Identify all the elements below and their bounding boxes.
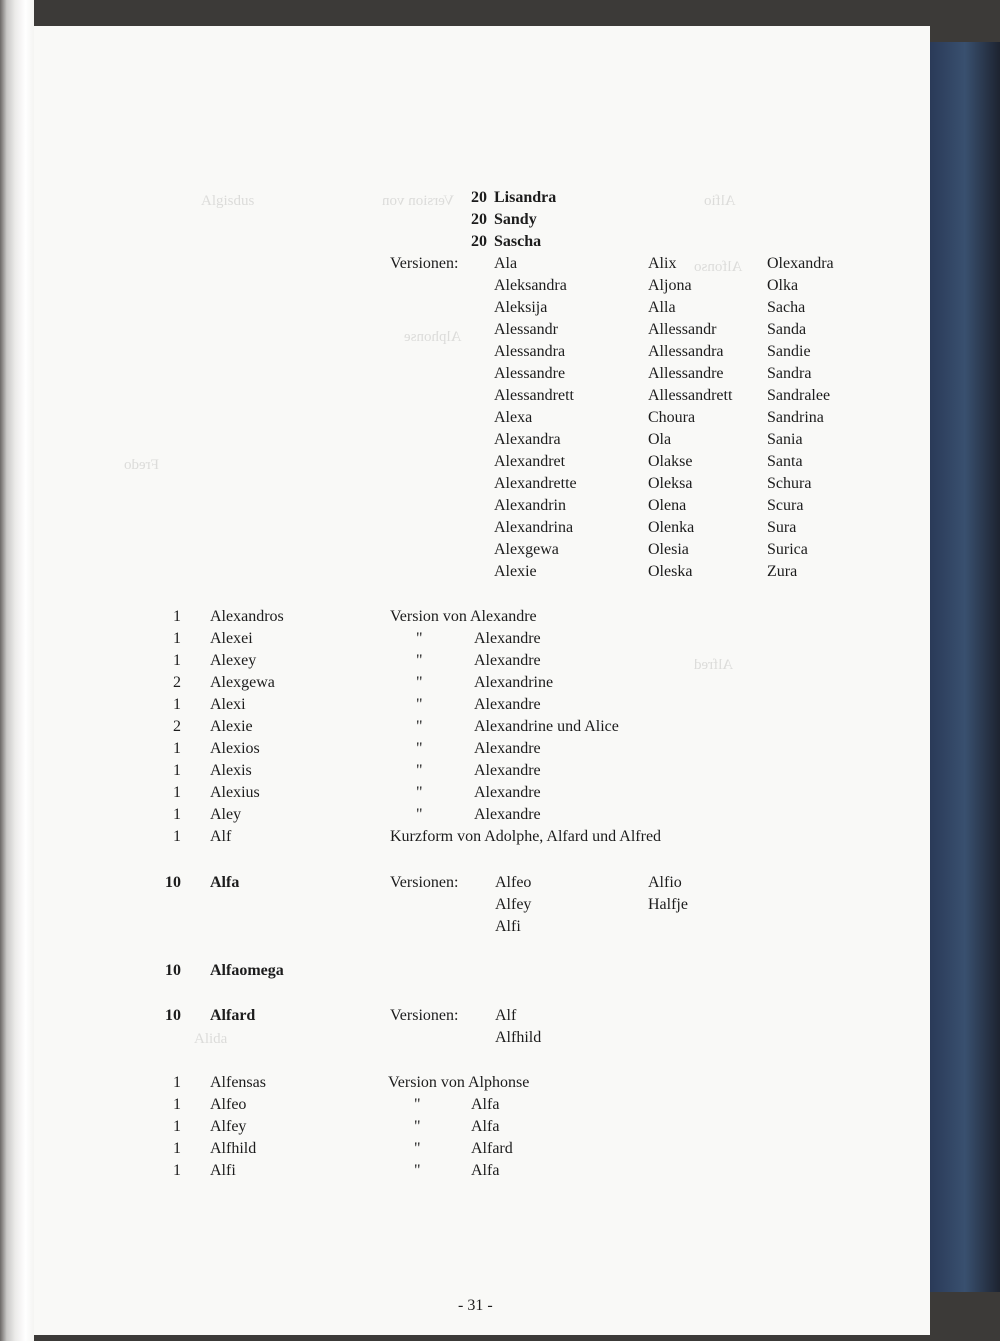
version-name: Sania	[767, 431, 803, 448]
entry-number: 1	[173, 1162, 181, 1179]
versionen-label: Versionen:	[390, 874, 459, 891]
entry-number: 10	[165, 874, 181, 891]
entry-number: 1	[173, 828, 181, 845]
entry-number: 1	[173, 1118, 181, 1135]
entry-number: 10	[165, 962, 181, 979]
version-name: Allessandrett	[648, 387, 733, 404]
entry-name: Alexis	[210, 762, 252, 779]
version-name: Sandra	[767, 365, 812, 382]
version-name: Alfi	[495, 918, 521, 935]
version-name: Alexandrin	[494, 497, 566, 514]
version-name: Alessandr	[494, 321, 558, 338]
book-page	[34, 26, 930, 1335]
version-name: Surica	[767, 541, 808, 558]
entry-number: 1	[173, 784, 181, 801]
entry-number: 1	[173, 1140, 181, 1157]
ditto-mark: "	[414, 1096, 421, 1113]
entry-number: 20	[471, 233, 487, 250]
version-name: Aljona	[648, 277, 692, 294]
entry-number: 1	[173, 608, 181, 625]
bleed-through-text: Algisdus	[201, 193, 255, 209]
bleed-through-text: Alphonse	[404, 329, 462, 345]
version-name: Alexandret	[494, 453, 566, 470]
entry-reference: Alexandre	[474, 652, 541, 669]
version-name: Sura	[767, 519, 797, 536]
version-name: Alessandre	[494, 365, 566, 382]
version-name: Choura	[648, 409, 696, 426]
version-name: Alfio	[648, 874, 682, 891]
ditto-mark: "	[416, 806, 423, 823]
entry-number: 1	[173, 806, 181, 823]
entry-reference: Alexandrine und Alice	[474, 718, 619, 735]
entry-name: Alfi	[210, 1162, 236, 1179]
version-name: Allessandr	[648, 321, 717, 338]
entry-name: Lisandra	[494, 189, 557, 206]
entry-number: 1	[173, 1074, 181, 1091]
version-name: Olena	[648, 497, 687, 514]
entry-name: Alexios	[210, 740, 260, 757]
entry-reference: Alfa	[471, 1162, 500, 1179]
entry-reference: Alexandre	[474, 806, 541, 823]
entry-reference: Alexandre	[474, 740, 541, 757]
versionen-label: Versionen:	[390, 1007, 459, 1024]
version-name: Halfje	[648, 896, 688, 913]
entry-reference: Alexandre	[474, 630, 541, 647]
version-name: Alessandrett	[494, 387, 574, 404]
bleed-through-text: Alida	[194, 1031, 228, 1047]
entry-reference: Alfard	[471, 1140, 513, 1157]
version-name: Alexgewa	[494, 541, 559, 558]
version-name: Ola	[648, 431, 672, 448]
version-name: Olenka	[648, 519, 695, 536]
entry-reference: Alexandre	[474, 784, 541, 801]
entry-number: 1	[173, 1096, 181, 1113]
version-name: Schura	[767, 475, 812, 492]
entry-name: Alfensas	[210, 1074, 266, 1091]
ditto-mark: "	[416, 784, 423, 801]
version-name: Aleksandra	[494, 277, 567, 294]
bleed-through-text: Alfio	[704, 193, 736, 209]
version-name: Sacha	[767, 299, 806, 316]
version-name: Alexie	[494, 563, 537, 580]
entry-reference: Alexandre	[474, 696, 541, 713]
version-name: Santa	[767, 453, 803, 470]
version-name: Alfey	[495, 896, 532, 913]
ditto-mark: "	[416, 696, 423, 713]
version-name: Allessandre	[648, 365, 724, 382]
version-name: Oleska	[648, 563, 693, 580]
version-name: Oleksa	[648, 475, 693, 492]
entry-name: Alexie	[210, 718, 253, 735]
bleed-through-text: Fredo	[124, 457, 159, 473]
ditto-mark: "	[416, 674, 423, 691]
entry-description: Version von Alexandre	[390, 608, 537, 625]
entry-name: Sascha	[494, 233, 542, 250]
ditto-mark: "	[414, 1140, 421, 1157]
entry-number: 1	[173, 762, 181, 779]
version-name: Alexandrette	[494, 475, 577, 492]
version-name: Ala	[494, 255, 518, 272]
entry-name: Sandy	[494, 211, 537, 228]
version-name: Olka	[767, 277, 799, 294]
entry-name: Alexi	[210, 696, 246, 713]
bleed-through-text: Version von	[382, 193, 455, 209]
version-name: Alix	[648, 255, 677, 272]
ditto-mark: "	[414, 1118, 421, 1135]
entry-reference: Alexandre	[474, 762, 541, 779]
entry-name: Alexey	[210, 652, 257, 669]
entry-name: Aley	[210, 806, 242, 823]
entry-name: Alexgewa	[210, 674, 275, 691]
version-name: Aleksija	[494, 299, 548, 316]
versionen-label: Versionen:	[390, 255, 459, 272]
ditto-mark: "	[416, 630, 423, 647]
entry-name: Alfhild	[210, 1140, 257, 1157]
ditto-mark: "	[416, 740, 423, 757]
version-name: Olakse	[648, 453, 693, 470]
bleed-through-text: Alfonso	[694, 259, 743, 275]
entry-name: Alfa	[210, 874, 240, 891]
book-spine	[0, 0, 34, 1341]
entry-description: Version von Alphonse	[388, 1074, 530, 1091]
entry-number: 1	[173, 696, 181, 713]
version-name: Zura	[767, 563, 798, 580]
version-name: Alexandra	[494, 431, 561, 448]
version-name: Alexandrina	[494, 519, 574, 536]
entry-reference: Alexandrine	[474, 674, 554, 691]
entry-name: Alfeo	[210, 1096, 247, 1113]
entry-reference: Alfa	[471, 1096, 500, 1113]
entry-number: 20	[471, 211, 487, 228]
entry-number: 1	[173, 652, 181, 669]
version-name: Sandie	[767, 343, 811, 360]
ditto-mark: "	[416, 762, 423, 779]
bleed-through-text: Alfred	[694, 657, 734, 673]
version-name: Alfeo	[495, 874, 532, 891]
ditto-mark: "	[416, 652, 423, 669]
entry-number: 1	[173, 740, 181, 757]
entry-name: Alexandros	[210, 608, 284, 625]
version-name: Allessandra	[648, 343, 724, 360]
ditto-mark: "	[416, 718, 423, 735]
entry-name: Alfaomega	[210, 962, 284, 979]
version-name: Sanda	[767, 321, 807, 338]
version-name: Alfhild	[495, 1029, 542, 1046]
version-name: Sandrina	[767, 409, 824, 426]
entry-name: Alf	[210, 828, 232, 845]
version-name: Olesia	[648, 541, 689, 558]
version-name: Scura	[767, 497, 804, 514]
entry-name: Alfey	[210, 1118, 247, 1135]
entry-number: 2	[173, 718, 181, 735]
entry-number: 20	[471, 189, 487, 206]
entry-name: Alexius	[210, 784, 260, 801]
book-cover-edge	[930, 42, 1000, 1292]
version-name: Olexandra	[767, 255, 834, 272]
entry-number: 1	[173, 630, 181, 647]
entry-name: Alfard	[210, 1007, 256, 1024]
version-name: Sandralee	[767, 387, 831, 404]
entry-number: 10	[165, 1007, 181, 1024]
version-name: Alf	[495, 1007, 517, 1024]
ditto-mark: "	[414, 1162, 421, 1179]
version-name: Alexa	[494, 409, 533, 426]
entry-reference: Alfa	[471, 1118, 500, 1135]
entry-number: 2	[173, 674, 181, 691]
entry-name: Alexei	[210, 630, 253, 647]
entry-description: Kurzform von Adolphe, Alfard und Alfred	[390, 828, 662, 845]
version-name: Alessandra	[494, 343, 566, 360]
version-name: Alla	[648, 299, 676, 316]
page-number: - 31 -	[458, 1297, 493, 1314]
